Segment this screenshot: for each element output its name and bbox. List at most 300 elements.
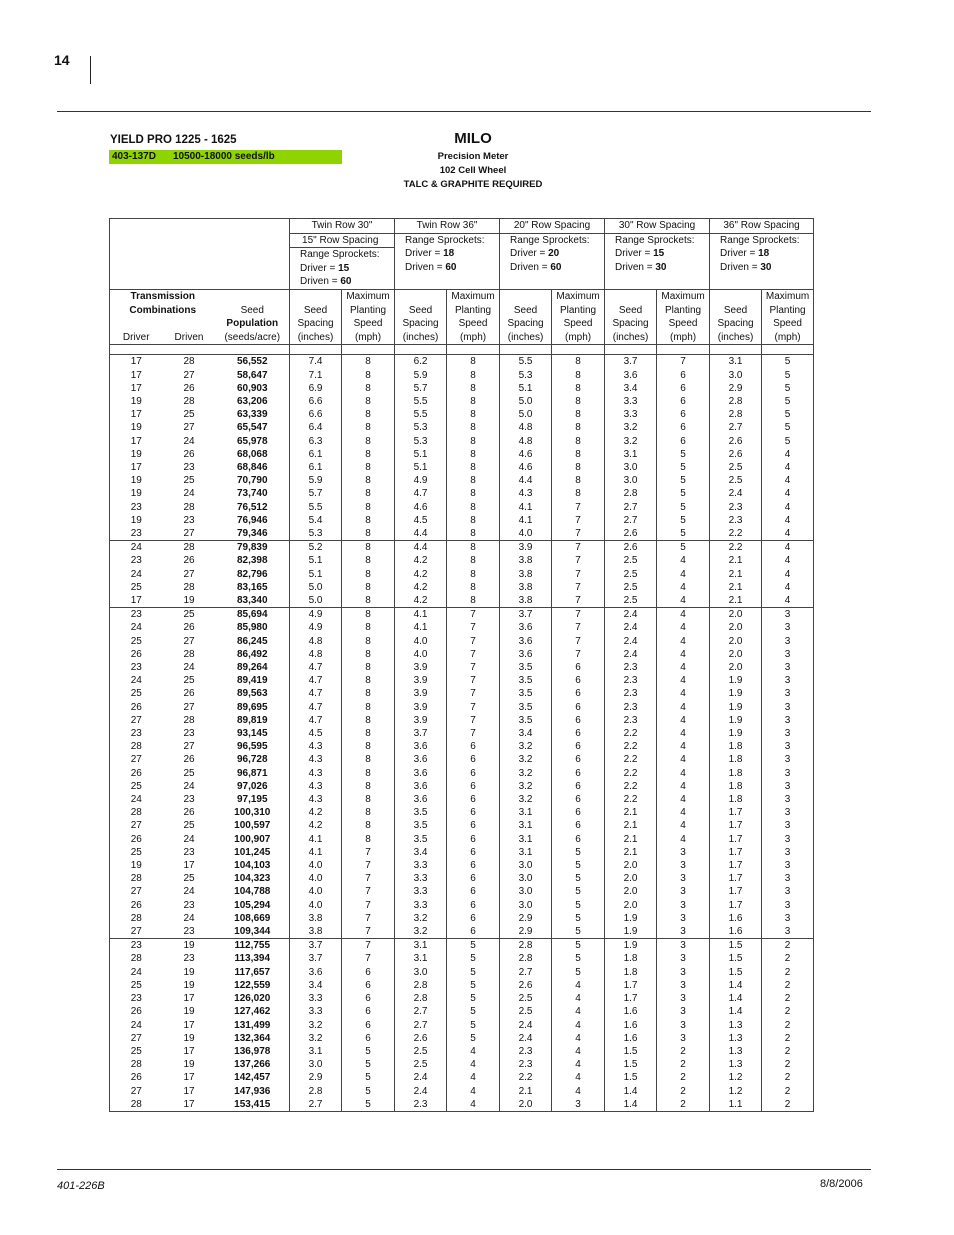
max-speed-cell: 4 [657,554,710,567]
max-speed-cell: 4 [552,1085,605,1098]
seed-spacing-cell: 3.4 [518,728,533,740]
table-row [110,527,814,541]
population-cell: 127,462 [216,1005,290,1018]
max-speed-cell: 8 [447,487,500,500]
seed-spacing-cell: 1.8 [728,794,743,806]
seed-spacing-cell: 1.8 [623,966,638,978]
driven-cell: 26 [183,448,195,460]
spacing-twin-36: Twin Row 36" [395,219,500,234]
seed-spacing-cell: 4.0 [308,899,323,911]
max-speed-cell: 4 [657,819,710,832]
planting-label: Planting [552,304,605,318]
seed-spacing-cell: 3.1 [308,1045,323,1057]
seed-spacing-cell: 5.7 [413,382,428,394]
max-speed-cell: 8 [342,355,395,369]
seed-spacing-cell: 2.1 [623,846,638,858]
seed-spacing-cell: 2.5 [413,1059,428,1071]
max-speed-cell: 5 [552,872,605,885]
seed-spacing-cell: 2.4 [518,1032,533,1044]
driven-cell: 24 [183,488,195,500]
seed-spacing-cell: 2.3 [518,1045,533,1057]
seed-spacing-cell: 3.1 [413,953,428,965]
crop-title: MILO [454,130,492,147]
table-row [110,687,814,700]
max-speed-cell: 5 [762,382,814,395]
max-speed-cell: 8 [342,793,395,806]
driven-cell: 26 [183,382,195,394]
seed-spacing-cell: 1.9 [605,925,657,939]
driven-cell: 17 [183,1045,195,1057]
spacing-label: Spacing [297,318,334,330]
seed-spacing-cell: 5.5 [413,409,428,421]
max-speed-cell: 8 [552,369,605,382]
seed-spacing-cell: 1.3 [728,1045,743,1057]
speed-label: Speed [342,317,395,331]
driven-cell: 25 [183,873,195,885]
max-speed-cell: 3 [657,966,710,979]
seed-spacing-cell: 4.3 [308,754,323,766]
max-speed-cell: 7 [447,635,500,648]
population-cell: 96,871 [216,767,290,780]
seed-spacing-cell: 2.7 [518,966,533,978]
table-row [110,872,814,885]
max-speed-cell: 8 [447,514,500,527]
seed-spacing-cell: 1.6 [623,1006,638,1018]
driver-cell: 28 [110,1058,163,1071]
seed-spacing-cell: 4.0 [308,873,323,885]
seed-spacing-cell: 2.3 [623,714,638,726]
driver-cell: 28 [110,1098,163,1112]
seed-size-range: 10500-18000 seeds/lb [173,151,275,162]
population-cell: 122,559 [216,979,290,992]
max-speed-cell: 8 [342,740,395,753]
seed-spacing-cell: 3.4 [413,846,428,858]
max-speed-cell: 3 [762,846,814,859]
max-speed-cell: 4 [657,594,710,608]
seed-spacing-cell: 2.5 [413,1045,428,1057]
max-speed-cell: 4 [657,753,710,766]
max-speed-cell: 8 [447,461,500,474]
seed-spacing-cell: 2.7 [290,1098,342,1112]
max-speed-cell: 3 [762,819,814,832]
driver-cell: 25 [110,780,163,793]
population-cell: 63,339 [216,408,290,421]
seed-spacing-cell: 2.4 [518,1019,533,1031]
max-speed-cell: 4 [657,727,710,740]
spacing-36: 36" Row Spacing [710,219,814,234]
seed-spacing-cell: 2.2 [623,741,638,753]
spacing-label: Spacing [612,318,649,330]
seed-spacing-cell: 3.3 [308,1006,323,1018]
max-speed-cell: 5 [762,369,814,382]
population-cell: 100,310 [216,806,290,819]
table-row [110,514,814,527]
max-label: Maximum [657,289,710,303]
max-speed-cell: 8 [447,581,500,594]
max-speed-cell: 7 [342,885,395,898]
document-number: 401-226B [57,1180,105,1192]
max-speed-cell: 8 [342,487,395,500]
driven-cell: 17 [183,993,195,1005]
driver-cell: 27 [110,819,163,832]
table-row [110,568,814,581]
table-row [110,979,814,992]
driven-cell: 19 [183,966,195,978]
max-speed-cell: 3 [762,859,814,872]
max-speed-cell: 6 [552,833,605,846]
population-cell: 93,145 [216,727,290,740]
seed-spacing-cell: 5.9 [413,369,428,381]
seed-spacing-cell: 1.9 [728,701,743,713]
seed-spacing-cell: 1.1 [710,1098,762,1112]
seed-spacing-cell: 1.7 [728,833,743,845]
driver-line: Driver = 15 [615,248,665,260]
max-speed-cell: 8 [552,355,605,369]
seed-spacing-cell: 3.3 [413,886,428,898]
seed-spacing-cell: 3.2 [308,1019,323,1031]
max-speed-cell: 5 [552,899,605,912]
driver-cell: 28 [110,740,163,753]
seed-spacing-cell: 4.6 [518,461,533,473]
seed-spacing-cell: 2.6 [623,542,638,554]
seed-spacing-cell: 3.8 [518,581,533,593]
max-speed-cell: 6 [447,740,500,753]
population-cell: 79,839 [216,541,290,555]
table-row [110,1098,814,1112]
max-speed-cell: 6 [447,780,500,793]
max-speed-cell: 4 [552,1032,605,1045]
max-speed-cell: 3 [762,635,814,648]
seed-spacing-cell: 4.8 [308,635,323,647]
seed-rate-table [109,218,814,1112]
population-cell: 70,790 [216,474,290,487]
driven-cell: 24 [183,435,195,447]
seed-spacing-cell: 4.9 [308,609,323,621]
driven-cell: 27 [183,741,195,753]
combinations-label: Combinations [110,304,216,318]
driver-cell: 17 [110,461,163,474]
seed-spacing-cell: 1.8 [623,953,638,965]
seed-spacing-cell: 1.2 [728,1085,743,1097]
max-speed-cell: 5 [447,979,500,992]
max-speed-cell: 8 [342,714,395,727]
seed-spacing-cell: 4.0 [413,635,428,647]
max-speed-cell: 8 [342,608,395,622]
seed-spacing-cell: 1.5 [623,1072,638,1084]
max-speed-cell: 6 [447,806,500,819]
seed-spacing-cell: 2.5 [623,581,638,593]
seed-spacing-cell: 4.7 [413,488,428,500]
max-speed-cell: 6 [552,793,605,806]
seed-spacing-cell: 3.7 [308,940,323,952]
seed-spacing-cell: 4.2 [308,807,323,819]
max-speed-cell: 8 [552,474,605,487]
seed-spacing-cell: 5.2 [308,542,323,554]
max-speed-cell: 8 [342,648,395,661]
population-cell: 85,694 [216,608,290,622]
seed-spacing-cell: 4.3 [308,780,323,792]
driven-cell: 27 [163,527,216,541]
max-speed-cell: 7 [342,859,395,872]
seed-spacing-cell: 6.9 [308,382,323,394]
speed-label: Speed [657,317,710,331]
seed-spacing-cell: 3.6 [413,780,428,792]
seed-spacing-cell: 2.3 [518,1059,533,1071]
max-speed-cell: 2 [762,1071,814,1084]
max-speed-cell: 5 [552,925,605,939]
seed-spacing-cell: 4.0 [413,648,428,660]
driven-cell: 19 [183,1032,195,1044]
table-row [110,767,814,780]
max-speed-cell: 8 [447,527,500,541]
population-cell: 100,597 [216,819,290,832]
twin-30-row-note: 15" Row Spacing [290,233,395,248]
max-speed-cell: 3 [762,674,814,687]
seed-spacing-cell: 1.4 [728,993,743,1005]
seed-spacing-cell: 2.8 [728,395,743,407]
max-speed-cell: 4 [657,701,710,714]
seed-spacing-cell: 2.0 [728,662,743,674]
max-speed-cell: 7 [342,925,395,939]
max-speed-cell: 3 [762,899,814,912]
seed-spacing-cell: 3.1 [518,833,533,845]
seed-spacing-cell: 4.9 [308,622,323,634]
seed-spacing-cell: 3.5 [518,662,533,674]
table-row [110,581,814,594]
driven-cell: 28 [183,395,195,407]
driver-cell: 24 [110,966,163,979]
seed-spacing-cell: 3.3 [308,993,323,1005]
max-speed-cell: 6 [447,793,500,806]
driver-cell: 26 [110,648,163,661]
max-speed-cell: 8 [447,408,500,421]
seed-spacing-cell: 2.7 [728,422,743,434]
seed-spacing-cell: 3.2 [518,741,533,753]
driver-cell: 19 [110,448,163,461]
max-speed-cell: 6 [552,753,605,766]
seed-spacing-cell: 3.7 [623,356,638,368]
max-speed-cell: 8 [552,408,605,421]
max-speed-cell: 4 [762,581,814,594]
max-speed-cell: 5 [552,952,605,965]
seed-spacing-cell: 2.1 [728,555,743,567]
seed-spacing-cell: 1.8 [728,754,743,766]
max-speed-cell: 3 [762,833,814,846]
max-speed-cell: 2 [657,1071,710,1084]
max-speed-cell: 6 [447,912,500,925]
max-speed-cell: 7 [552,568,605,581]
table-row [110,819,814,832]
seed-spacing-cell: 2.0 [728,635,743,647]
max-speed-cell: 6 [447,767,500,780]
mph-label: (mph) [447,331,500,345]
max-speed-cell: 3 [762,780,814,793]
table-row [110,594,814,608]
max-speed-cell: 5 [552,885,605,898]
seed-spacing-cell: 6.1 [308,461,323,473]
seed-spacing-cell: 2.3 [623,675,638,687]
max-speed-cell: 8 [342,806,395,819]
max-speed-cell: 6 [657,435,710,448]
seed-spacing-cell: 1.3 [728,1032,743,1044]
driver-cell: 24 [110,793,163,806]
range-label: Range Sprockets: [720,234,800,246]
population-cell: 96,728 [216,753,290,766]
max-speed-cell: 8 [552,461,605,474]
max-speed-cell: 6 [447,819,500,832]
max-speed-cell: 4 [447,1098,500,1112]
max-speed-cell: 5 [447,966,500,979]
driven-cell: 23 [183,461,195,473]
driver-cell: 27 [110,1085,163,1098]
max-speed-cell: 3 [657,925,710,939]
seed-spacing-cell: 2.0 [623,886,638,898]
max-speed-cell: 8 [342,514,395,527]
max-speed-cell: 7 [447,674,500,687]
max-speed-cell: 5 [657,541,710,555]
driven-cell: 23 [183,514,195,526]
max-speed-cell: 4 [447,1058,500,1071]
table-row [110,780,814,793]
max-speed-cell: 5 [552,846,605,859]
seed-spacing-cell: 6.6 [308,395,323,407]
max-label: Maximum [762,289,814,303]
population-cell: 147,936 [216,1085,290,1098]
max-speed-cell: 6 [552,740,605,753]
seed-spacing-cell: 2.0 [623,873,638,885]
seed-spacing-cell: 3.2 [395,925,447,939]
max-speed-cell: 5 [657,487,710,500]
max-speed-cell: 5 [342,1085,395,1098]
max-speed-cell: 3 [657,859,710,872]
driver-cell: 17 [110,594,163,608]
max-speed-cell: 4 [552,1045,605,1058]
seed-spacing-cell: 3.1 [728,356,743,368]
seed-spacing-cell: 5.3 [518,369,533,381]
max-speed-cell: 4 [657,635,710,648]
population-cell: 89,419 [216,674,290,687]
population-cell: 97,026 [216,780,290,793]
max-speed-cell: 6 [447,859,500,872]
max-speed-cell: 8 [342,554,395,567]
max-speed-cell: 8 [342,594,395,608]
population-cell: 104,788 [216,885,290,898]
table-row [110,355,814,369]
population-cell: 76,512 [216,501,290,514]
max-speed-cell: 2 [762,1019,814,1032]
sprockets-twin-36 [395,233,500,289]
seed-spacing-cell: 3.6 [518,648,533,660]
max-speed-cell: 5 [447,992,500,1005]
max-speed-cell: 4 [657,780,710,793]
seed-spacing-cell: 2.9 [518,912,533,924]
mph-label: (mph) [342,331,395,345]
seed-spacing-cell: 3.6 [413,741,428,753]
table-row [110,369,814,382]
max-speed-cell: 3 [762,806,814,819]
seed-spacing-cell: 2.9 [308,1072,323,1084]
seed-spacing-cell: 3.0 [518,899,533,911]
max-speed-cell: 4 [552,992,605,1005]
seed-spacing-cell: 2.0 [728,648,743,660]
seed-spacing-cell: 2.8 [308,1085,323,1097]
seed-spacing-cell: 4.2 [308,820,323,832]
max-speed-cell: 4 [447,1071,500,1084]
max-speed-cell: 2 [762,1058,814,1071]
driver-cell: 26 [110,701,163,714]
driven-cell: 28 [183,501,195,513]
max-speed-cell: 7 [657,355,710,369]
driven-cell: 24 [183,912,195,924]
seed-spacing-cell: 4.2 [413,581,428,593]
seed-spacing-cell: 4.2 [413,568,428,580]
table-row [110,1032,814,1045]
driver-cell: 27 [110,925,163,939]
inches-label: (inches) [395,331,447,345]
seed-spacing-cell: 7.4 [308,356,323,368]
spacing-label: Spacing [717,318,754,330]
table-row [110,1019,814,1032]
seed-spacing-cell: 2.3 [623,662,638,674]
driver-cell: 23 [110,501,163,514]
seed-spacing-cell: 3.3 [623,409,638,421]
seed-spacing-cell: 4.5 [308,728,323,740]
seed-spacing-cell: 3.9 [413,701,428,713]
seed-spacing-cell: 1.6 [728,912,743,924]
max-speed-cell: 8 [342,674,395,687]
max-speed-cell: 3 [657,1019,710,1032]
max-label: Maximum [342,289,395,303]
population-cell: 142,457 [216,1071,290,1084]
seed-spacing-cell: 4.0 [308,860,323,872]
driven-cell: 25 [183,609,195,621]
driven-cell: 17 [183,1019,195,1031]
max-speed-cell: 8 [342,635,395,648]
driver-cell: 17 [110,355,163,369]
max-speed-cell: 8 [447,554,500,567]
max-speed-cell: 4 [657,674,710,687]
sprockets-36 [710,233,814,289]
population-cell: 86,492 [216,648,290,661]
seed-spacing-cell: 2.5 [518,1006,533,1018]
max-speed-cell: 3 [762,885,814,898]
max-speed-cell: 4 [552,1005,605,1018]
seed-spacing-cell: 2.9 [500,925,552,939]
seed-spacing-cell: 4.6 [518,448,533,460]
transmission-label: Transmission [110,289,216,303]
driver-cell: 27 [110,714,163,727]
max-speed-cell: 5 [657,474,710,487]
seed-spacing-cell: 2.7 [413,1019,428,1031]
seed-spacing-cell: 5.1 [308,555,323,567]
driven-line: Driven = 60 [300,276,352,288]
seed-spacing-cell: 3.6 [413,794,428,806]
population-cell: 131,499 [216,1019,290,1032]
seed-spacing-cell: 4.1 [413,609,428,621]
seed-spacing-cell: 6.6 [308,409,323,421]
max-speed-cell: 5 [552,939,605,953]
max-speed-cell: 2 [762,1005,814,1018]
population-cell: 82,398 [216,554,290,567]
max-speed-cell: 7 [447,648,500,661]
max-speed-cell: 4 [762,501,814,514]
seed-spacing-cell: 2.4 [413,1072,428,1084]
seed-spacing-cell: 2.5 [605,594,657,608]
driven-line: Driven = 60 [405,261,457,273]
driver-cell: 19 [110,859,163,872]
table-row [110,952,814,965]
seed-spacing-cell: 3.6 [413,767,428,779]
